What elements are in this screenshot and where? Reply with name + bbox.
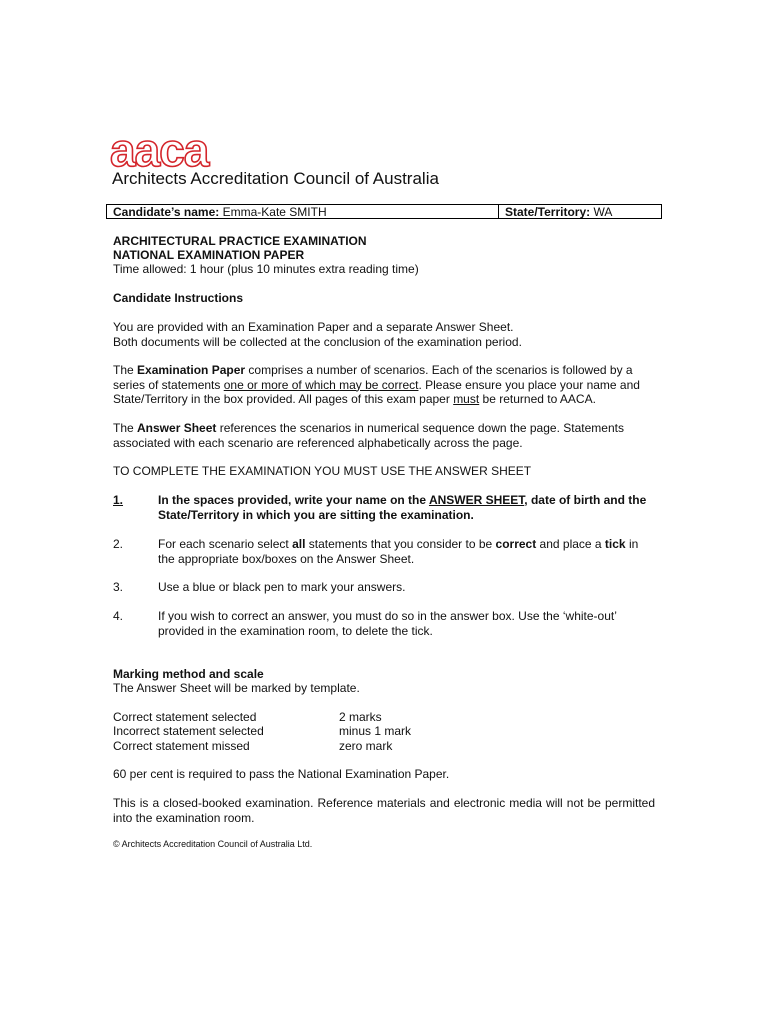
step-2-correct: correct: [495, 537, 537, 551]
marking-row-value: minus 1 mark: [339, 724, 412, 738]
marking-row-value: 2 marks: [339, 710, 382, 724]
state-territory-label: State/Territory:: [505, 205, 591, 218]
step-2-text-g: in the appropriate box/boxes on the Answer Sheet.: [158, 537, 639, 566]
p2-underlined-phrase: one or more of which may be correct: [223, 377, 419, 392]
p3-text-c: references the scenarios in numerical sequence down the page. Statements associated with each scenario are referenced alphabetically across the page.: [113, 421, 624, 450]
candidate-box: [106, 204, 662, 219]
step-1-text-c: , date of birth and the State/Territory in which you are sitting the examination.: [158, 493, 647, 522]
instructions-paragraph-3: [113, 421, 655, 450]
time-allowed: Time allowed: 1 hour (plus 10 minutes extra reading time): [113, 262, 419, 276]
closed-book-notice: This is a closed-booked examination. Reference materials and electronic media will not be permitted into the examination room.: [113, 796, 655, 825]
instructions-paragraph-1: [113, 320, 522, 349]
p1-line-2: Both documents will be collected at the conclusion of the examination period.: [113, 334, 522, 349]
step-4-text: If you wish to correct an answer, you must do so in the answer box. Use the ‘white-out’ provided in the examination room, to delete the tick.: [158, 609, 617, 638]
step-2-text: [158, 537, 655, 566]
instructions-heading: Candidate Instructions: [113, 291, 244, 305]
step-2-all: all: [292, 537, 306, 551]
answer-sheet-term: Answer Sheet: [137, 421, 217, 435]
step-1-text-a: In the spaces provided, write your name on the: [158, 493, 429, 507]
step-1-answer-sheet: ANSWER SHEET: [428, 493, 525, 507]
p2-must-underlined: must: [453, 392, 480, 407]
step-2-number: 2.: [113, 537, 124, 551]
p2-text-g: be returned to AACA.: [479, 392, 596, 407]
svg-text:aaca: aaca: [110, 132, 209, 172]
step-1-text: [158, 493, 655, 522]
step-2-tick: tick: [604, 537, 626, 551]
candidate-name-cell[interactable]: [107, 205, 499, 218]
step-3-text: Use a blue or black pen to mark your answers.: [158, 580, 406, 594]
step-4-number: 4.: [113, 609, 124, 623]
pass-requirement: 60 per cent is required to pass the National Examination Paper.: [113, 767, 450, 781]
state-territory-value: WA: [593, 205, 613, 218]
step-1-number: 1.: [113, 493, 124, 507]
marking-row-label: Correct statement missed: [113, 739, 250, 753]
step-2-text-a: For each scenario select: [158, 537, 293, 551]
step-3-number: 3.: [113, 580, 124, 594]
p2-text-a: The: [113, 363, 138, 377]
marking-row-value: zero mark: [339, 739, 393, 753]
marking-intro: The Answer Sheet will be marked by template.: [113, 681, 360, 695]
examination-paper-term: Examination Paper: [137, 363, 246, 377]
p3-text-a: The: [113, 421, 138, 435]
p1-line-1: You are provided with an Examination Paper and a separate Answer Sheet.: [113, 320, 514, 334]
p2-text-e: . Please ensure you place your name and State/Territory in the box provided. All pages of this exam paper: [113, 377, 640, 407]
marking-heading: Marking method and scale: [113, 667, 264, 681]
exam-title: ARCHITECTURAL PRACTICE EXAMINATION: [113, 234, 367, 248]
instructions-paragraph-2: [113, 363, 655, 407]
org-name: Architects Accreditation Council of Australia: [112, 169, 439, 188]
candidate-name-label: Candidate’s name:: [113, 205, 220, 218]
candidate-name-value: Emma-Kate SMITH: [222, 205, 327, 218]
aaca-logo: [110, 132, 240, 172]
step-2-text-e: and place a: [536, 537, 605, 551]
state-territory-cell[interactable]: [499, 205, 661, 218]
p2-text-c: comprises a number of scenarios. Each of the scenarios is followed by a series of statements: [113, 363, 633, 392]
copyright-footer: © Architects Accreditation Council of Australia Ltd.: [113, 839, 313, 849]
instructions-paragraph-4: TO COMPLETE THE EXAMINATION YOU MUST USE THE ANSWER SHEET: [113, 464, 532, 478]
exam-subtitle: NATIONAL EXAMINATION PAPER: [113, 248, 305, 262]
step-2-text-c: statements that you consider to be: [305, 537, 496, 551]
marking-row-label: Correct statement selected: [113, 710, 257, 724]
marking-row-label: Incorrect statement selected: [113, 724, 264, 738]
